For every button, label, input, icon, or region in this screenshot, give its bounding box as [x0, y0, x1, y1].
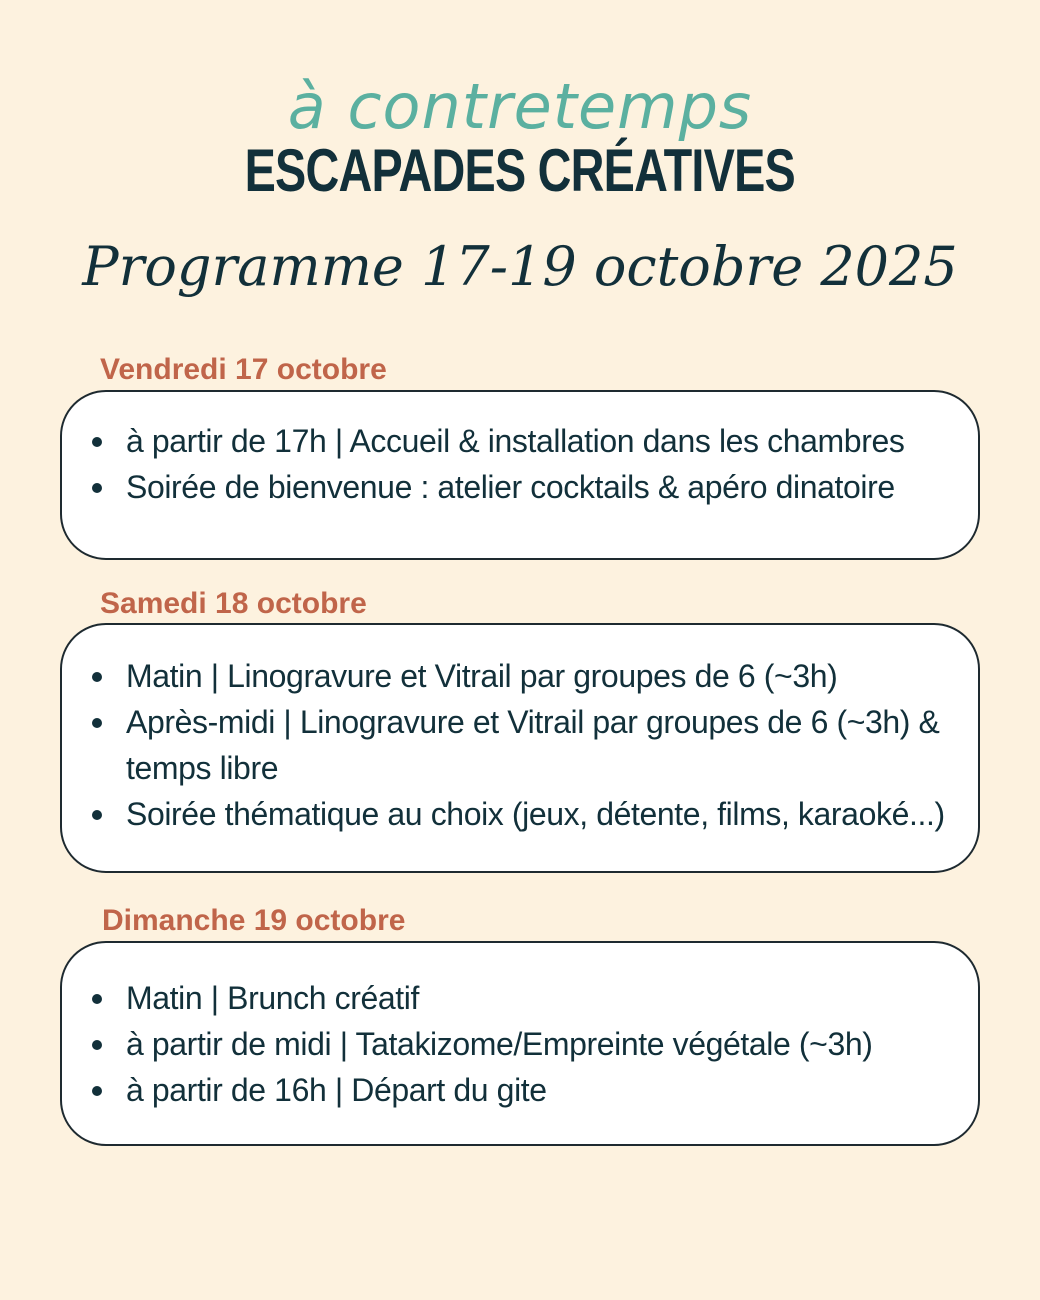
list-item-text: à partir de 17h | Accueil & installation dans les chambres — [126, 423, 905, 459]
list-item-text: à partir de midi | Tatakizome/Empreinte végétale (~3h) — [126, 1026, 873, 1062]
bullet-icon — [92, 994, 102, 1004]
list-item-text: Matin | Brunch créatif — [126, 980, 419, 1016]
day-heading-saturday: Samedi 18 octobre — [100, 587, 367, 620]
page-title: Programme 17-19 octobre 2025 — [82, 235, 958, 298]
day-heading-sunday: Dimanche 19 octobre — [102, 904, 406, 937]
bullet-icon — [92, 1086, 102, 1096]
day-box-sunday — [60, 941, 980, 1146]
list-item — [62, 464, 978, 510]
list-item-text: à partir de 16h | Départ du gite — [126, 1072, 547, 1108]
schedule-list — [62, 418, 978, 510]
list-item — [62, 699, 948, 791]
schedule-list — [62, 653, 948, 837]
list-item-text: Soirée de bienvenue : atelier cocktails & apéro dinatoire — [126, 469, 895, 505]
bullet-icon — [92, 718, 102, 728]
bullet-icon — [92, 810, 102, 820]
bullet-icon — [92, 483, 102, 493]
brand-main — [0, 136, 1040, 206]
list-item — [62, 418, 978, 464]
bullet-icon — [92, 437, 102, 447]
list-item — [62, 1067, 978, 1113]
day-heading-friday: Vendredi 17 octobre — [100, 353, 387, 386]
list-item-text: Matin | Linogravure et Vitrail par groupes de 6 (~3h) — [126, 658, 838, 694]
list-item — [62, 975, 978, 1021]
day-box-saturday — [60, 623, 980, 873]
list-item-text: Après-midi | Linogravure et Vitrail par groupes de 6 (~3h) & temps libre — [126, 704, 940, 786]
bullet-icon — [92, 1040, 102, 1050]
list-item — [62, 791, 948, 837]
day-box-friday — [60, 390, 980, 560]
list-item-text: Soirée thématique au choix (jeux, détente, films, karaoké...) — [126, 796, 945, 832]
list-item — [62, 1021, 978, 1067]
bullet-icon — [92, 672, 102, 682]
list-item — [62, 653, 948, 699]
brand-script: à contretemps — [287, 72, 753, 142]
brand-main-text: ESCAPADES CRÉATIVES — [244, 137, 796, 204]
schedule-list — [62, 975, 978, 1113]
